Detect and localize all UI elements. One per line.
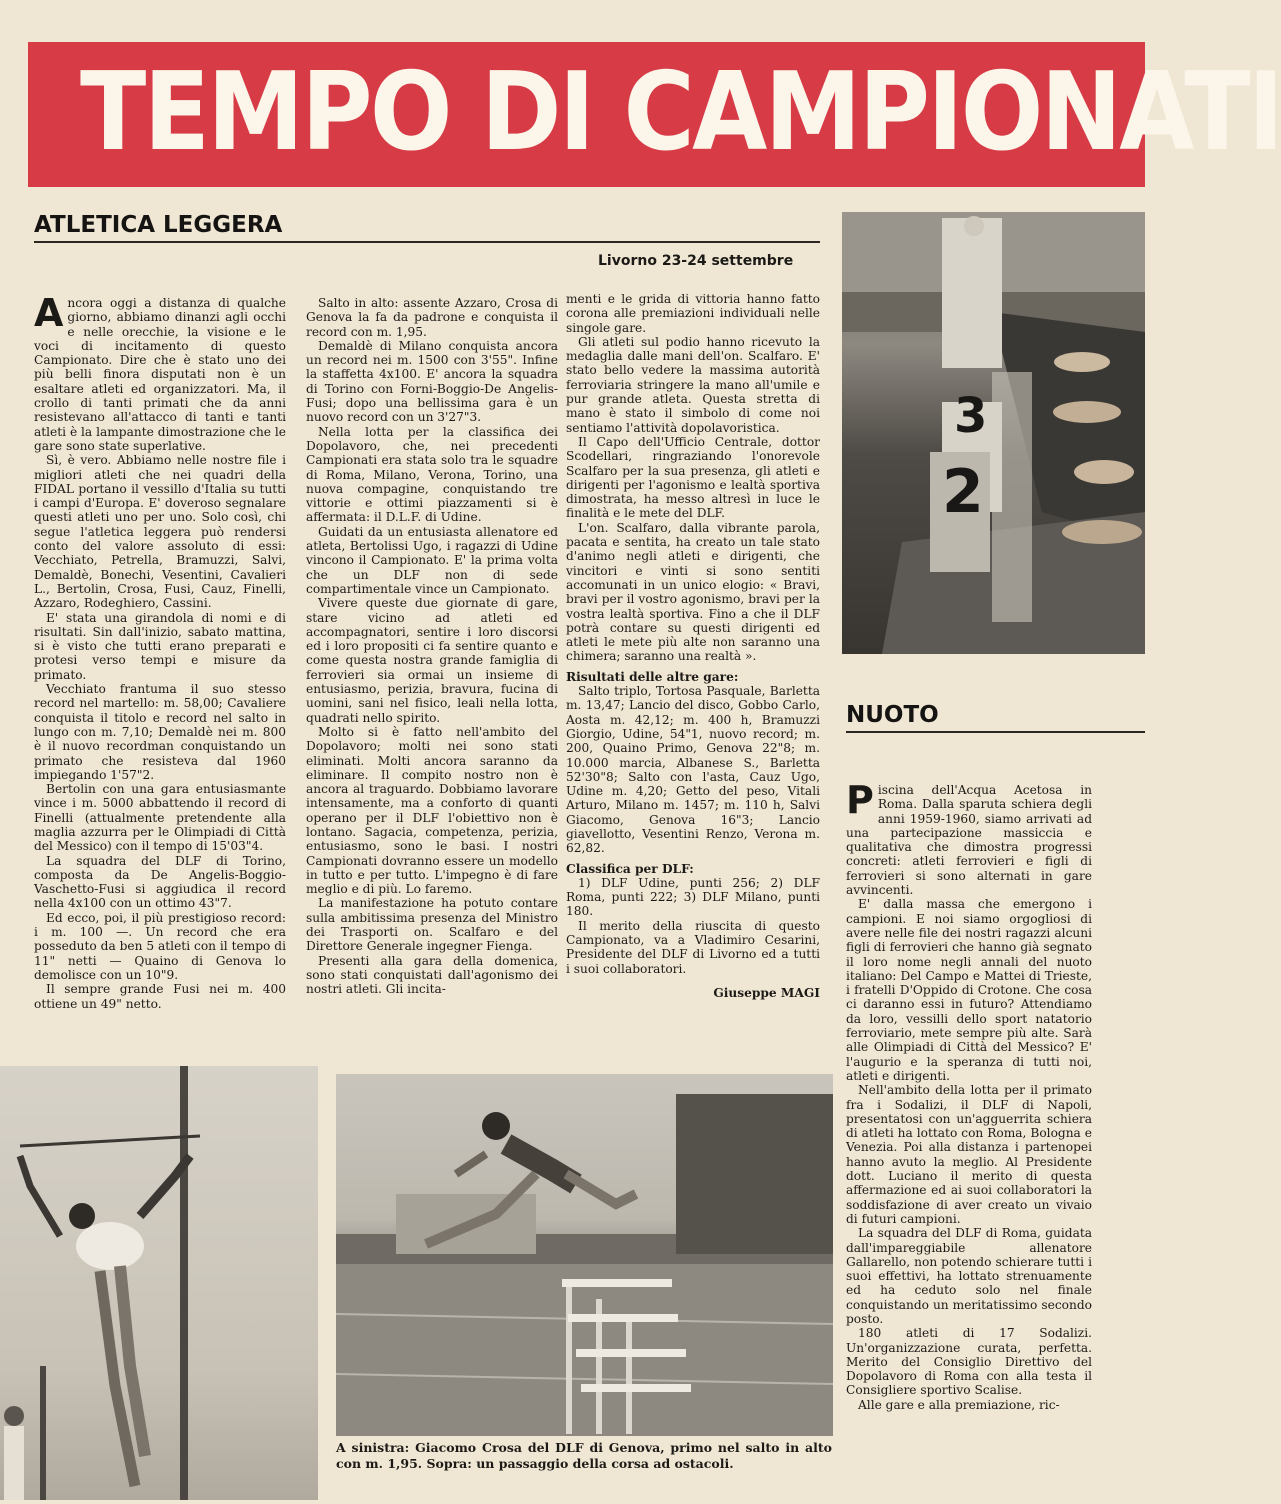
paragraph: Il merito della riuscita di questo Campionato, va a Vladimiro Cesarini, Presidente del DLF di Livorno ed a tutti i suoi collaboratori. — [566, 918, 820, 976]
lane-number-3: 3 — [954, 388, 988, 444]
paragraph: Il sempre grande Fusi nei m. 400 ottiene un 49" netto. — [34, 982, 286, 1011]
paragraph: ncora oggi a distanza di qualche giorno, abbiamo dinanzi agli occhi e nelle orecchie, la visione e le voci di incitamento di questo Campionato. Dire che è stato uno dei più belli finora disputati non è un esaltare atleti ed organizzatori. Ma, il crollo di tanti primati che da anni resistevano all'attacco di tanti e tanti atleti è la lampante dimostrazione che le gare sono state superlative. — [34, 296, 286, 453]
paragraph: Gli atleti sul podio hanno ricevuto la medaglia dalle mani dell'on. Scalfaro. E' stato bello vedere la massima autorità ferroviaria stringere la mano all'umile e pur grande atleta. Questa stretta di mano è stato il simbolo di come noi sentiamo l'attività dopolavoristica. — [566, 334, 820, 435]
hurdles-graphic — [336, 1074, 833, 1436]
author-signature: Giuseppe MAGI — [713, 985, 820, 1000]
paragraph: Nell'ambito della lotta per il primato fra i Sodalizi, il DLF di Napoli, presentatosi con un'agguerrita schiera di atleti ha lottato con Roma, Bologna e Venezia. Poi alla distanza i partenopei hanno avuto la meglio. Al Presidente dott. Luciano il merito di questa affermazione ed ai suoi collaboratori la soddisfazione di aver creato un vivaio di futuri campioni. — [846, 1083, 1092, 1226]
paragraph: 1) DLF Udine, punti 256; 2) DLF Roma, punti 222; 3) DLF Milano, punti 180. — [566, 875, 820, 919]
paragraph: Ed ecco, poi, il più prestigioso record: i m. 100 —. Un record che era posseduto da ben 5 atleti con il tempo di 11" netti — Quaino di Genova lo demolisce con un 10"9. — [34, 910, 286, 982]
paragraph: menti e le grida di vittoria hanno fatto corona alle premiazioni individuali nelle singole gare. — [566, 292, 820, 335]
paragraph: La manifestazione ha potuto contare sulla ambitissima presenza del Ministro dei Trasporti on. Scalfaro e del Direttore Generale ingegner Fienga. — [306, 896, 558, 954]
photo-caption: A sinistra: Giacomo Crosa del DLF di Genova, primo nel salto in alto con m. 1,95. Sopra: un passaggio della corsa ad ostacoli. — [336, 1440, 832, 1471]
paragraph: Vivere queste due giornate di gare, stare vicino ad atleti ed accompagnatori, sentire i loro discorsi ed i loro propositi ci fa sentire quanto e come questa nostra grande famiglia di ferrovieri sia ormai un insieme di entusiasmo, perizia, bravura, fucina di uomini, sani nel fisico, leali nella lotta, quadrati nello spirito. — [306, 596, 558, 725]
title-banner — [28, 42, 1281, 187]
paragraph: Bertolin con una gara entusiasmante vince i m. 5000 abbattendo il record di Finelli (attualmente pretendente alla maglia azzurra per le Olimpiadi di Città del Messico) con il tempo di 15'03"4. — [34, 782, 286, 854]
paragraph: Molto si è fatto nell'ambito del Dopolavoro; molti nei sono stati eliminati. Molti ancora saranno da eliminare. Il compito nostro non è ancora al traguardo. Dobbiamo lavorare intensamente, ma a conforto di quanti operano per il DLF l'obiettivo non è lontano. Sagacia, competenza, perizia, entusiasmo, sono le basi. I nostri Campionati dovranno essere un modello in tutto e per tutto. L'impegno è di fare meglio e di più. Lo faremo. — [306, 724, 558, 897]
swimming-photo — [842, 212, 1145, 654]
paragraph: La squadra del DLF di Torino, composta da De Angelis-Boggio-Vaschetto-Fusi si aggiudica il record nella 4x100 con un ottimo 43"7. — [34, 853, 286, 911]
paragraph: Il Capo dell'Ufficio Centrale, dottor Scodellari, ringraziando l'onorevole Scalfaro per la sua presenza, gli atleti e dirigenti per l'agonismo e lealtà sportiva dimostrata, ha messo altresì in luce le finalità e le mete del DLF. — [566, 434, 820, 521]
section-rule — [846, 731, 1145, 733]
section-heading-athletics: ATLETICA LEGGERA — [34, 212, 283, 238]
paragraph: L'on. Scalfaro, dalla vibrante parola, pacata e sentita, ha creato un tale stato d'animo negli atleti e dirigenti, che vincitori e vinti si sono sentiti accomunati in un unico elogio: « Bravi, bravi per il vostro agonismo, bravi per la vostra lealtà sportiva. Fino a che il DLF potrà contare su questi dirigenti ed atleti le mete più alte non saranno una chimera; saranno una realtà ». — [566, 520, 820, 664]
hurdles-photo — [336, 1074, 833, 1436]
paragraph: 180 atleti di 17 Sodalizi. Un'organizzazione curata, perfetta. Merito del Consiglio Direttivo del Dopolavoro di Roma con alla testa il Consigliere sportivo Scalise. — [846, 1326, 1092, 1398]
paragraph: Salto in alto: assente Azzaro, Crosa di Genova la fa da padrone e conquista il record con m. 1,95. — [306, 296, 558, 339]
lane-number-2: 2 — [942, 457, 984, 527]
high-jump-photo — [0, 1066, 318, 1500]
swimming-photo-graphic — [842, 212, 1145, 654]
paragraph: Vecchiato frantuma il suo stesso record nel martello: m. 58,00; Cavaliere conquista il titolo e record nel salto in lungo con m. 7,10; Demaldè nei m. 800 è il nuovo recordman conquistando un primato che resisteva dal 1960 impiegando 1'57"2. — [34, 682, 286, 782]
dropcap: A — [34, 291, 64, 335]
paragraph: Nella lotta per la classifica dei Dopolavoro, che, nei precedenti Campionati era stata solo tra le squadre di Roma, Milano, Verona, Torino, una nuova compagine, conquistando tre vittorie e ottimi piazzamenti si è affermata: il D.L.F. di Udine. — [306, 424, 558, 525]
paragraph: Demaldè di Milano conquista ancora un record nei m. 1500 con 3'55". Infine la staffetta 4x100. E' ancora la squadra di Torino con Forni-Boggio-De Angelis-Fusi; dopo una bellissima gara è un nuovo record con un 3'27"3. — [306, 338, 558, 425]
section-heading-swimming: NUOTO — [846, 702, 939, 728]
dateline: Livorno 23-24 settembre — [598, 253, 794, 269]
article-column-2 — [306, 296, 558, 997]
ranking-heading: Classifica per DLF: — [566, 861, 694, 876]
article-column-3 — [566, 292, 820, 1000]
paragraph: Presenti alla gara della domenica, sono stati conquistati dall'agonismo dei nostri atleti. Gli incita- — [306, 953, 558, 997]
high-jump-graphic — [0, 1066, 318, 1500]
article-column-4 — [846, 778, 1092, 1412]
article-column-1 — [34, 291, 286, 1011]
paragraph: iscina dell'Acqua Acetosa in Roma. Dalla sparuta schiera degli anni 1959-1960, siamo arrivati ad una partecipazione massiccia e qualitativa che dimostra progressi concreti: atleti ferrovieri e figli di ferrovieri si sono alternati in gare avvincenti. — [846, 783, 1092, 898]
paragraph: Salto triplo, Tortosa Pasquale, Barletta m. 13,47; Lancio del disco, Gobbo Carlo, Aosta m. 42,12; m. 400 h, Bramuzzi Giorgio, Udine, 54"1, nuovo record; m. 200, Quaino Primo, Genova 22"8; m. 10.000 marcia, Albanese S., Barletta 52'30"8; Salto con l'asta, Cauz Ugo, Udine m. 4,20; Getto del peso, Vitali Arturo, Milano m. 1457; m. 110 h, Salvi Giacomo, Genova 16"3; Lancio giavellotto, Vesentini Renzo, Verona m. 62,82. — [566, 684, 820, 856]
paragraph: Alle gare e alla premiazione, ric- — [858, 1397, 1060, 1412]
paragraph: Sì, è vero. Abbiamo nelle nostre file i migliori atleti che nei quadri della FIDAL portano il vessillo d'Italia su tutti i campi d'Europa. E' doveroso segnalare questi atleti uno per uno. Solo così, chi segue l'atletica leggera può rendersi conto del valore assoluto di essi: Vecchiato, Petrella, Bramuzzi, Salvi, Demaldè, Bonechi, Vesentini, Cavalieri L., Bertolin, Crosa, Fusi, Cauz, Finelli, Azzaro, Rodeghiero, Cassini. — [34, 453, 286, 611]
page-title: TEMPO DI CAMPIONATI — [80, 50, 1281, 175]
paragraph: Guidati da un entusiasta allenatore ed atleta, Bertolissi Ugo, i ragazzi di Udine vincono il Campionato. E' la prima volta che un DLF non di sede compartimentale vince un Campionato. — [306, 524, 558, 596]
paragraph: E' dalla massa che emergono i campioni. E noi siamo orgogliosi di avere nelle file dei nostri ragazzi alcuni figli di ferrovieri che hanno già segnato il loro nome negli annali del nuoto italiano: Del Campo e Mattei di Trieste, i fratelli D'Oppido di Crotone. Che cosa ci daranno essi in futuro? Attendiamo da loro, vessilli dello sport natatorio ferroviario, mete sempre più alte. Sarà alle Olimpiadi di Città del Messico? E' l'augurio e la speranza di tutti noi, atleti e dirigenti. — [846, 897, 1092, 1083]
section-rule — [34, 241, 820, 243]
dropcap: P — [846, 778, 874, 822]
paragraph: La squadra del DLF di Roma, guidata dall'impareggiabile allenatore Gallarello, non potendo schierare tutti i suoi effettivi, ha lottato strenuamente ed ha ceduto solo nel finale conquistando un meritatissimo secondo posto. — [846, 1226, 1092, 1326]
results-heading: Risultati delle altre gare: — [566, 669, 739, 684]
paragraph: E' stata una girandola di nomi e di risultati. Sin dall'inizio, sabato mattina, si è visto che tutti erano preparati e protesi verso tempi e misure da primato. — [34, 610, 286, 682]
